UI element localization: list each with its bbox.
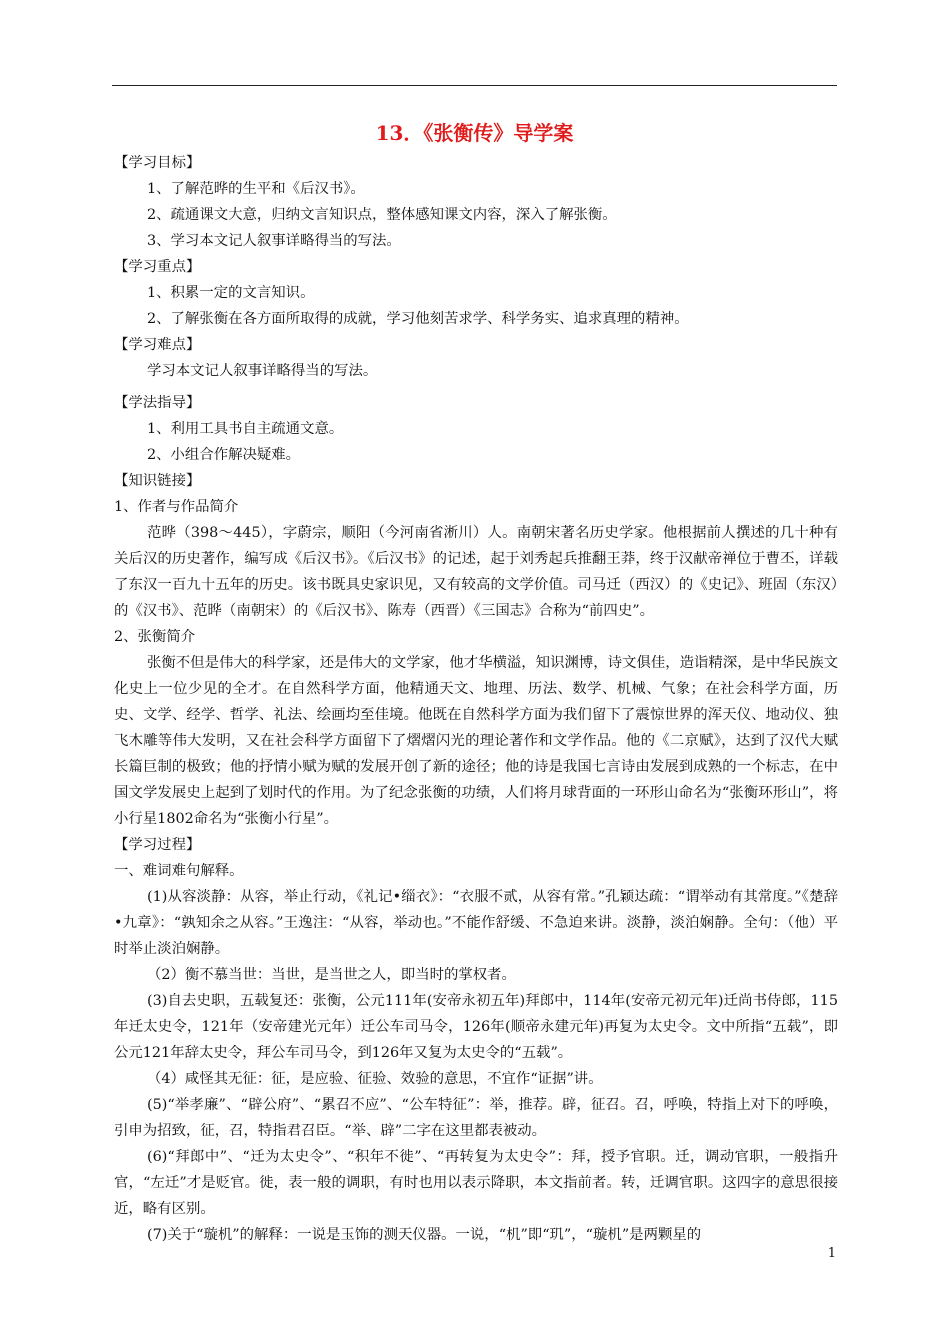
key-item: 1、积累一定的文言知识。	[147, 285, 315, 301]
knowledge-subheading-author: 1、作者与作品简介	[114, 499, 239, 515]
process-subheading: 一、难词难句解释。	[114, 863, 244, 879]
page-number: 1	[827, 1246, 836, 1261]
document-title: 13．《张衡传》导学案	[375, 121, 574, 145]
author-intro-paragraph: 范晔（398～445），字蔚宗，顺阳（今河南省淅川）人。南朝宋著名历史学家。他根据前人撰述的几十种有关后汉的历史著作，编写成《后汉书》。《后汉书》的记述，起于刘秀起兵推翻王莽，终于汉献帝禅位于曹丕，详载了东汉一百九十五年的历史。该书既具史家识见，又有较高的文学价值。司马迁（西汉）的《史记》、班固（东汉）的《汉书》、范晔（南朝宋）的《后汉书》、陈寿（西晋）《三国志》合称为“前四史”。	[114, 525, 838, 619]
glossary-paragraph: （4）咸怪其无征：征，是应验、征验、效验的意思，不宜作“证据”讲。	[147, 1071, 603, 1087]
section-heading-keys: 【学习重点】	[114, 259, 201, 275]
section-heading-difficulties: 【学习难点】	[114, 337, 201, 353]
section-heading-knowledge: 【知识链接】	[114, 473, 201, 489]
goal-item: 2、疏通课文大意，归纳文言知识点，整体感知课文内容，深入了解张衡。	[147, 207, 617, 223]
goal-item: 1、了解范晔的生平和《后汉书》。	[147, 181, 365, 197]
key-item: 2、了解张衡在各方面所取得的成就，学习他刻苦求学、科学务实、追求真理的精神。	[147, 311, 689, 327]
glossary-paragraph: (7)关于“璇机”的解释：一说是玉饰的测天仪器。一说，“机”即“玑”，“璇机”是两颗星的	[147, 1227, 702, 1243]
glossary-paragraph: (6)“拜郎中”、“迁为太史令”、“积年不徙”、“再转复为太史令”：拜，授予官职。迁，调动官职，一般指升官，“左迁”才是贬官。徙，表一般的调职，有时也用以表示降职，本文指前者。转，迁调官职。这四字的意思很接近，略有区别。	[114, 1149, 838, 1217]
glossary-paragraph: (5)“举孝廉”、“辟公府”、“累召不应”、“公车特征”：举，推荐。辟，征召。召，呼唤，特指上对下的呼唤，引申为招致，征，召，特指君召臣。“举、辟”二字在这里都表被动。	[114, 1097, 838, 1139]
method-item: 1、利用工具书自主疏通文意。	[147, 421, 344, 437]
document-body	[114, 150, 838, 1248]
glossary-paragraph: (3)自去史职，五载复还：张衡，公元111年(安帝永初五年)拜郎中，114年(安帝元初元年)迁尚书侍郎，115年迁太史令，121年（安帝建光元年）迁公车司马令，126年(顺帝永建元年)再复为太史令。文中所指“五载”，即公元121年辞太史令，拜公车司马令，到126年又复为太史令的“五载”。	[114, 993, 838, 1061]
knowledge-subheading-zhangheng: 2、张衡简介	[114, 629, 196, 645]
glossary-paragraph: （2）衡不慕当世：当世，是当世之人，即当时的掌权者。	[147, 967, 516, 983]
header-rule	[112, 85, 837, 86]
zhangheng-intro-paragraph: 张衡不但是伟大的科学家，还是伟大的文学家，他才华横溢，知识渊博，诗文俱佳，造诣精深，是中华民族文化史上一位少见的全才。在自然科学方面，他精通天文、地理、历法、数学、机械、气象；在社会科学方面，历史、文学、经学、哲学、礼法、绘画均至佳境。他既在自然科学方面为我们留下了震惊世界的浑天仪、地动仪、独飞木雕等伟大发明，又在社会科学方面留下了熠熠闪光的理论著作和文学作品。他的《二京赋》，达到了汉代大赋长篇巨制的极致；他的抒情小赋为赋的发展开创了新的途径；他的诗是我国七言诗由发展到成熟的一个标志，在中国文学发展史上起到了划时代的作用。为了纪念张衡的功绩，人们将月球背面的一环形山命名为“张衡环形山”，将小行星1802命名为“张衡小行星”。	[114, 655, 838, 827]
goal-item: 3、学习本文记人叙事详略得当的写法。	[147, 233, 401, 249]
section-heading-process: 【学习过程】	[114, 837, 201, 853]
method-item: 2、小组合作解决疑难。	[147, 447, 301, 463]
section-heading-goals: 【学习目标】	[114, 155, 201, 171]
glossary-paragraph: (1)从容淡静：从容，举止行动，《礼记•缁衣》：“衣服不贰，从容有常。”孔颖达疏：“谓举动有其常度。”《楚辞•九章》：“孰知余之从容。”王逸注：“从容，举动也。”不能作舒缓、不急迫来讲。淡静，淡泊娴静。全句：（他）平时举止淡泊娴静。	[114, 889, 838, 957]
difficulty-item: 学习本文记人叙事详略得当的写法。	[147, 363, 378, 379]
section-heading-methods: 【学法指导】	[114, 395, 201, 411]
